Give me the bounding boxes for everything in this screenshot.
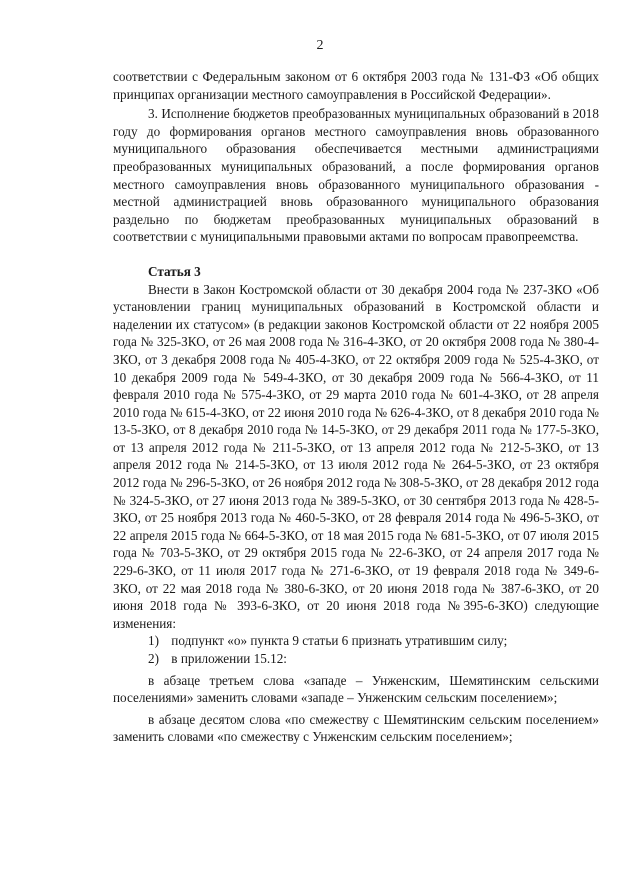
document-body (113, 68, 599, 746)
paragraph-amendment-intro: Внести в Закон Костромской области от 30 декабря 2004 года № 237-ЗКО «Об установлении границ муниципальных образований в Костромской области и наделении их статусом» (в редакции законов Костромской области от 22 ноября 2005 года № 325-ЗКО, от 26 мая 2008 года № 316-4-ЗКО, от 20 октября 2008 года № 380-4-ЗКО, от 3 декабря 2008 года № 405-4-ЗКО, от 22 октября 2009 года № 525-4-ЗКО, от 10 декабря 2009 года № 549-4-ЗКО, от 30 декабря 2009 года № 566-4-ЗКО, от 11 февраля 2010 года № 575-4-ЗКО, от 29 марта 2010 года № 601-4-ЗКО, от 28 апреля 2010 года № 615-4-ЗКО, от 22 июня 2010 года № 626-4-ЗКО, от 8 декабря 2010 года № 13-5-ЗКО, от 8 декабря 2010 года № 14-5-ЗКО, от 29 декабря 2011 года № 177-5-ЗКО, от 13 апреля 2012 года № 211-5-ЗКО, от 13 апреля 2012 года № 212-5-ЗКО, от 13 апреля 2012 года № 214-5-ЗКО, от 13 июля 2012 года № 264-5-ЗКО, от 23 октября 2012 года № 296-5-ЗКО, от 26 ноября 2012 года № 308-5-ЗКО, от 28 декабря 2012 года № 324-5-ЗКО, от 27 июня 2013 года № 389-5-ЗКО, от 30 сентября 2013 года № 428-5-ЗКО, от 25 ноября 2013 года № 460-5-ЗКО, от 28 февраля 2014 года № 496-5-ЗКО, от 22 апреля 2015 года № 664-5-ЗКО, от 18 мая 2015 года № 681-5-ЗКО, от 07 июля 2015 года № 703-5-ЗКО, от 29 октября 2015 года № 22-6-ЗКО, от 24 апреля 2017 года № 229-6-ЗКО, от 11 июля 2017 года № 271-6-ЗКО, от 19 февраля 2018 года № 349-6-ЗКО, от 22 мая 2018 года № 380-6-ЗКО, от 20 июня 2018 года № 387-6-ЗКО, от 20 июня 2018 года № 393-6-ЗКО, от 20 июня 2018 года №395-6-ЗКО) следующие изменения: (113, 281, 599, 631)
paragraph-tenth: в абзаце десятом слова «по смежеству с Шемятинским сельским поселением» заменить словами «по смежеству с Унженским сельским поселением»; (113, 711, 599, 745)
page-number: 2 (316, 38, 324, 53)
list-number: 2) (148, 651, 159, 666)
paragraph-item-3: 3. Исполнение бюджетов преобразованных муниципальных образований в 2018 году до формирования органов местного самоуправления вновь образованного муниципального образования обеспечивается местными администрациями преобразованных муниципальных образований, а после формирования органов местного самоуправления вновь образованного муниципального образования - местной администрацией вновь образованного муниципального образования раздельно по бюджетам преобразованных муниципальных образований в соответствии с муниципальными правовыми актами по вопросам правопреемства. (113, 106, 599, 245)
article-heading: Статья 3 (148, 263, 201, 279)
list-text: в приложении 15.12: (171, 651, 287, 666)
paragraph-third: в абзаце третьем слова «западе – Унженским, Шемятинским сельскими поселениями» заменить словами «западе – Унженским сельским поселением»; (113, 672, 599, 706)
list-item-2 (113, 650, 599, 668)
paragraph-continuation: соответствии с Федеральным законом от 6 октября 2003 года № 131-ФЗ «Об общих принципах организации местного самоуправления в Российской Федерации». (113, 69, 599, 102)
list-item-1 (113, 632, 599, 650)
list-number: 1) (148, 633, 159, 649)
list-text: подпункт «о» пункта 9 статьи 6 признать утратившим силу; (171, 633, 508, 649)
